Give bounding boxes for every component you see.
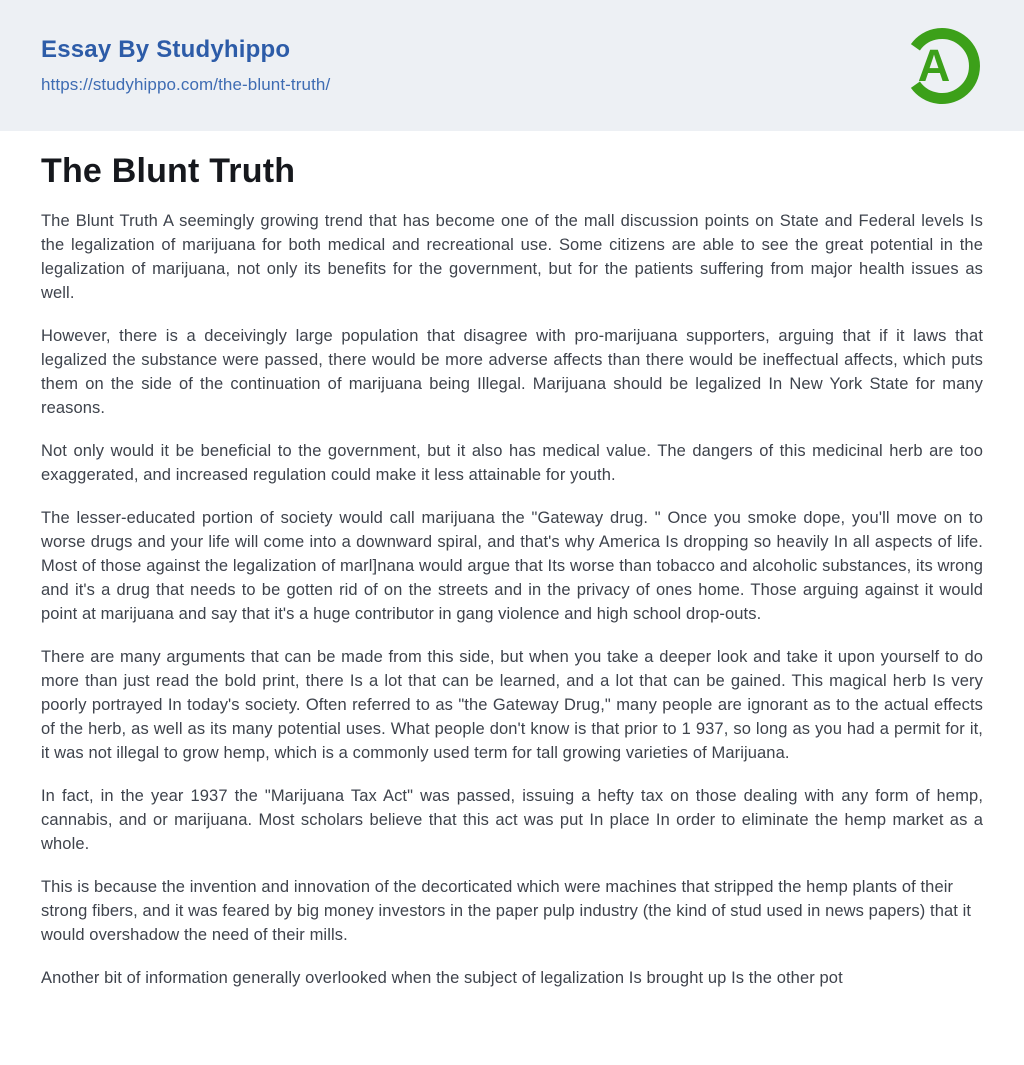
essay-paragraph: In fact, in the year 1937 the "Marijuana Tax Act" was passed, issuing a hefty tax on those dealing with any form of hemp, cannabis, and or marijuana. Most scholars believe that this act was put In place In order to eliminate the hemp market as a whole. (41, 787, 983, 853)
essay-paragraph: Not only would it be beneficial to the government, but it also has medical value. The dangers of this medicinal herb are too exaggerated, and increased regulation could make it less attainable for youth. (41, 442, 983, 484)
essay-title: The Blunt Truth (41, 152, 296, 190)
essay-paragraph: There are many arguments that can be made from this side, but when you take a deeper look and take it upon yourself to do more than just read the bold print, there Is a lot that can be learned, and a lot that can be gained. This magical herb Is very poorly portrayed In today's society. Often referred to as "the Gateway Drug," many people are ignorant as to the actual effects of the herb, as well as its many potential uses. What people don't know is that prior to 1 937, so long as you had a permit for it, it was not illegal to grow hemp, which is a commonly used term for tall growing varieties of Marijuana. (41, 648, 983, 762)
essay-content (0, 152, 1024, 990)
page-header (0, 0, 1024, 131)
essay-paragraph: The lesser-educated portion of society would call marijuana the "Gateway drug. " Once you smoke dope, you'll move on to worse drugs and your life will come into a downward spiral, and that's why America Is dropping so heavily In all aspects of life. Most of those against the legalization of marl]nana would argue that Its worse than tobacco and alcoholic substances, its wrong and it's a drug that needs to be gotten rid of on the streets and in the privacy of ones home. Those arguing against it would point at marijuana and say that it's a huge contributor in gang violence and high school drop-outs. (41, 509, 983, 623)
essay-paragraphs (41, 209, 983, 990)
header-text-block (41, 36, 330, 95)
site-title: Essay By Studyhippo (41, 36, 291, 63)
essay-paragraph: This is because the invention and innovation of the decorticated which were machines that stripped the hemp plants of their strong fibers, and it was feared by big money investors in the paper pulp industry (the kind of stud used in news papers) that it would overshadow the need of their mills. (41, 878, 972, 944)
essay-paragraph: The Blunt Truth A seemingly growing trend that has become one of the mall discussion points on State and Federal levels Is the legalization of marijuana for both medical and recreational use. Some citizens are able to see the great potential in the legalization of marijuana, not only its benefits for the government, but for the patients suffering from major health issues as well. (41, 212, 983, 302)
studyhippo-logo-icon (898, 21, 988, 111)
logo-letter: A (917, 39, 951, 91)
essay-url-link[interactable]: https://studyhippo.com/the-blunt-truth/ (41, 75, 331, 94)
essay-paragraph: Another bit of information generally overlooked when the subject of legalization Is brought up Is the other pot (41, 969, 843, 987)
essay-paragraph: However, there is a deceivingly large population that disagree with pro-marijuana supporters, arguing that if it laws that legalized the substance were passed, there would be more adverse affects than there would be ineffectual affects, which puts them on the side of the continuation of marijuana being Illegal. Marijuana should be legalized In New York State for many reasons. (41, 327, 983, 417)
